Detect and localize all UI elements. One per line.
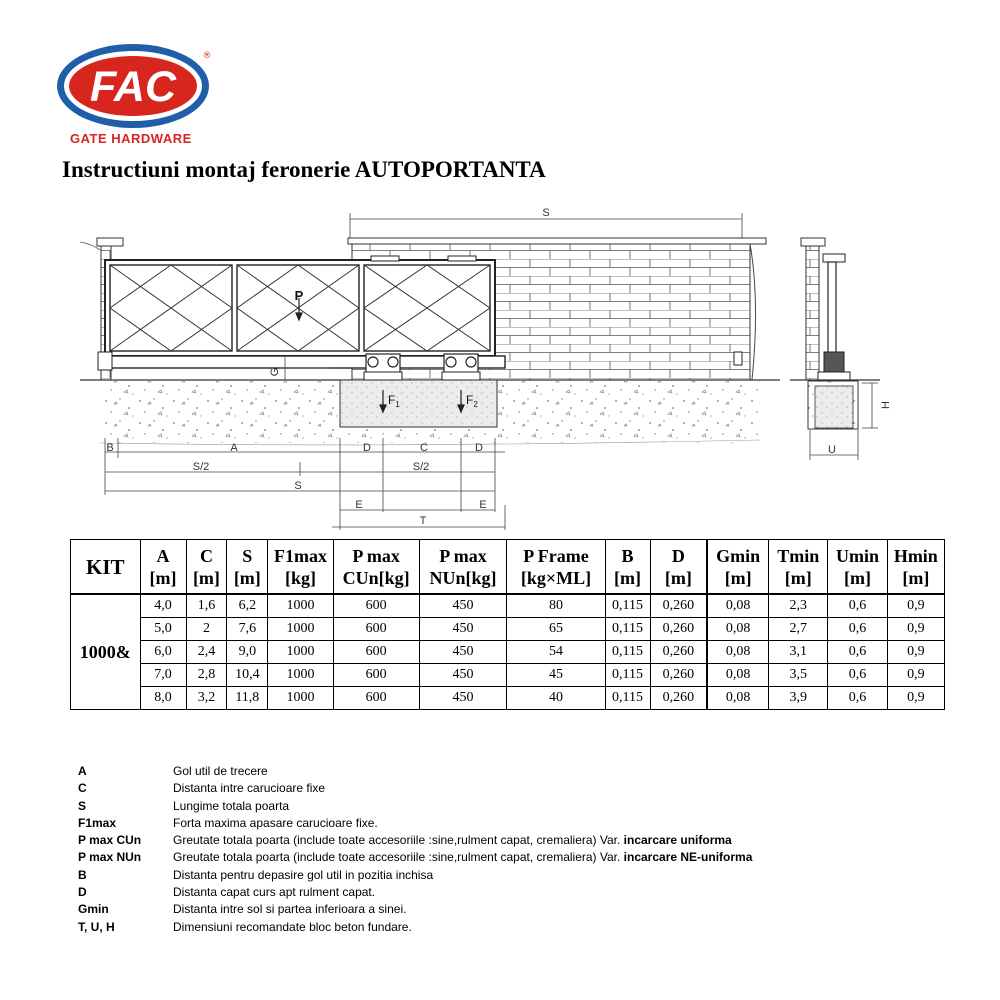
legend-desc: Distanta intre carucioare fixe	[173, 781, 326, 796]
table-cell: 2,3	[769, 594, 828, 618]
table-cell: 0,115	[605, 594, 650, 618]
header-kit: KIT	[71, 540, 141, 595]
table-cell: 600	[333, 687, 419, 710]
header-pframe: P Frame [kg×ML]	[507, 540, 605, 595]
legend-key: D	[78, 885, 87, 900]
table-cell: 3,2	[186, 687, 227, 710]
header-b: B [m]	[605, 540, 650, 595]
legend-emphasis: incarcare uniforma	[623, 833, 732, 848]
table-cell: 7,0	[140, 664, 186, 687]
table-cell: 0,9	[887, 664, 944, 687]
table-cell: 0,260	[650, 618, 707, 641]
table-cell: 0,9	[887, 594, 944, 618]
header-s: S [m]	[227, 540, 268, 595]
table-cell: 1000	[268, 664, 333, 687]
label-f2: $F_2$	[466, 393, 478, 409]
label-c: C	[420, 442, 428, 454]
header-pmax-nun: P max NUn[kg]	[419, 540, 507, 595]
gate-technical-drawing	[0, 195, 1000, 535]
table-cell: 450	[419, 618, 507, 641]
legend-item	[78, 901, 752, 918]
table-cell: 5,0	[140, 618, 186, 641]
table-cell: 1000	[268, 594, 333, 618]
table-cell: 0,260	[650, 594, 707, 618]
label-d-left: D	[363, 442, 371, 454]
label-d-right: D	[475, 442, 483, 454]
label-h: H	[880, 401, 892, 409]
table-cell: 0,6	[828, 618, 887, 641]
table-cell: 3,9	[769, 687, 828, 710]
table-cell: 0,6	[828, 664, 887, 687]
carriage-1	[364, 354, 402, 380]
legend-desc: Lungime totala poarta	[173, 798, 290, 813]
legend-emphasis: incarcare NE-uniforma	[623, 850, 753, 865]
legend-item	[78, 849, 752, 866]
table-cell: 1000	[268, 687, 333, 710]
header-umin: Umin [m]	[828, 540, 887, 595]
table-cell: 2,4	[186, 641, 227, 664]
legend-item	[78, 780, 752, 797]
kit-specification-table	[70, 539, 945, 710]
table-cell: 2,7	[769, 618, 828, 641]
table-cell: 3,5	[769, 664, 828, 687]
page-title: Instructiuni montaj feronerie AUTOPORTANTA	[62, 157, 546, 182]
table-cell: 0,08	[707, 641, 768, 664]
header-hmin: Hmin [m]	[887, 540, 944, 595]
table-row	[71, 594, 945, 618]
table-cell: 80	[507, 594, 605, 618]
legend-desc: Distanta intre sol si partea inferioara a sinei.	[173, 902, 407, 917]
brand-subtitle: GATE HARDWARE	[70, 131, 192, 146]
table-cell: 0,115	[605, 664, 650, 687]
legend-desc: Forta maxima apasare carucioare fixe.	[173, 815, 378, 830]
end-stop	[734, 352, 742, 365]
label-p: P	[294, 288, 304, 303]
table-cell: 6,2	[227, 594, 268, 618]
legend-desc: Distanta capat curs apt rulment capat.	[173, 885, 376, 900]
table-cell: 45	[507, 664, 605, 687]
table-cell: 2	[186, 618, 227, 641]
table-cell: 65	[507, 618, 605, 641]
label-t: T	[419, 515, 427, 527]
table-cell: 600	[333, 641, 419, 664]
legend-key: T, U, H	[78, 919, 115, 934]
table-cell: 4,0	[140, 594, 186, 618]
table-cell: 600	[333, 618, 419, 641]
legend-desc: Greutate totala poarta (include toate accesoriile :sine,rulment capat, cremaliera) Var. incarcare NE-uniforma	[173, 850, 753, 865]
table-cell: 0,9	[887, 687, 944, 710]
table-cell: 0,260	[650, 641, 707, 664]
header-d: D [m]	[650, 540, 707, 595]
table-row	[71, 641, 945, 664]
header-c: C [m]	[186, 540, 227, 595]
legend-key: P max CUn	[78, 833, 142, 848]
table-cell: 0,08	[707, 664, 768, 687]
table-cell: 0,115	[605, 618, 650, 641]
header-f1max: F1max [kg]	[268, 540, 333, 595]
table-cell: 1000	[268, 641, 333, 664]
legend-desc: Distanta pentru depasire gol util in pozitia inchisa	[173, 867, 434, 882]
side-view	[790, 238, 880, 429]
label-b: B	[106, 442, 114, 454]
label-u: U	[828, 444, 836, 456]
table-cell: 0,6	[828, 641, 887, 664]
label-f1: $F_1$	[388, 393, 400, 409]
legend-item	[78, 919, 752, 936]
legend-key: A	[78, 764, 87, 778]
legend-key: Gmin	[78, 902, 109, 917]
table-cell: 0,260	[650, 664, 707, 687]
legend-item	[78, 867, 752, 884]
label-s2-left: S/2	[192, 461, 210, 473]
legend-desc: Dimensiuni recomandate bloc beton fundare.	[173, 919, 412, 934]
table-cell: 0,9	[887, 641, 944, 664]
table-cell: 9,0	[227, 641, 268, 664]
table-cell: 450	[419, 594, 507, 618]
legend-key: C	[78, 781, 87, 796]
logo-text: FAC	[90, 63, 176, 111]
label-s-top: S	[542, 207, 550, 219]
table-cell: 10,4	[227, 664, 268, 687]
legend-item	[78, 815, 752, 832]
legend-key: P max NUn	[78, 850, 142, 865]
table-cell: 600	[333, 664, 419, 687]
legend-desc: Gol util de trecere	[173, 764, 268, 778]
table-cell: 600	[333, 594, 419, 618]
table-cell: 8,0	[140, 687, 186, 710]
table-cell: 11,8	[227, 687, 268, 710]
table-cell: 2,8	[186, 664, 227, 687]
table-row	[71, 664, 945, 687]
label-s2-right: S/2	[412, 461, 430, 473]
table-row	[71, 687, 945, 710]
legend-item	[78, 763, 752, 780]
header-pmax-cun: P max CUn[kg]	[333, 540, 419, 595]
legend	[78, 763, 752, 936]
legend-item	[78, 798, 752, 815]
legend-item	[78, 884, 752, 901]
table-cell: 6,0	[140, 641, 186, 664]
header-tmin: Tmin [m]	[769, 540, 828, 595]
table-cell: 54	[507, 641, 605, 664]
table-row	[71, 618, 945, 641]
table-cell: 0,260	[650, 687, 707, 710]
fac-logo	[55, 40, 215, 132]
table-cell: 1,6	[186, 594, 227, 618]
table-cell: 450	[419, 664, 507, 687]
carriage-2	[442, 354, 480, 380]
table-cell: 7,6	[227, 618, 268, 641]
table-cell: 1000	[268, 618, 333, 641]
header-a: A [m]	[140, 540, 186, 595]
label-s-bottom: S	[294, 480, 302, 492]
table-cell: 450	[419, 687, 507, 710]
table-cell: 0,6	[828, 687, 887, 710]
legend-desc: Greutate totala poarta (include toate accesoriile :sine,rulment capat, cremaliera) Var. incarcare uniforma	[173, 833, 732, 848]
legend-key: F1max	[78, 815, 117, 830]
table-cell: 3,1	[769, 641, 828, 664]
label-e-left: E	[355, 499, 363, 511]
label-g: G	[269, 367, 281, 377]
legend-key: S	[78, 798, 87, 813]
table-cell: 450	[419, 641, 507, 664]
label-a: A	[230, 442, 238, 454]
table-cell: 0,115	[605, 641, 650, 664]
legend-key: B	[78, 867, 87, 882]
legend-item	[78, 832, 752, 849]
table-cell: 0,6	[828, 594, 887, 618]
header-gmin: Gmin [m]	[707, 540, 768, 595]
table-cell: 0,115	[605, 687, 650, 710]
label-e-right: E	[479, 499, 487, 511]
table-cell: 0,08	[707, 687, 768, 710]
table-cell: 0,9	[887, 618, 944, 641]
kit-label: 1000&	[71, 594, 141, 710]
table-cell: 0,08	[707, 618, 768, 641]
registered-mark: ®	[202, 51, 212, 61]
table-header-row	[71, 540, 945, 595]
table-cell: 0,08	[707, 594, 768, 618]
table-cell: 40	[507, 687, 605, 710]
